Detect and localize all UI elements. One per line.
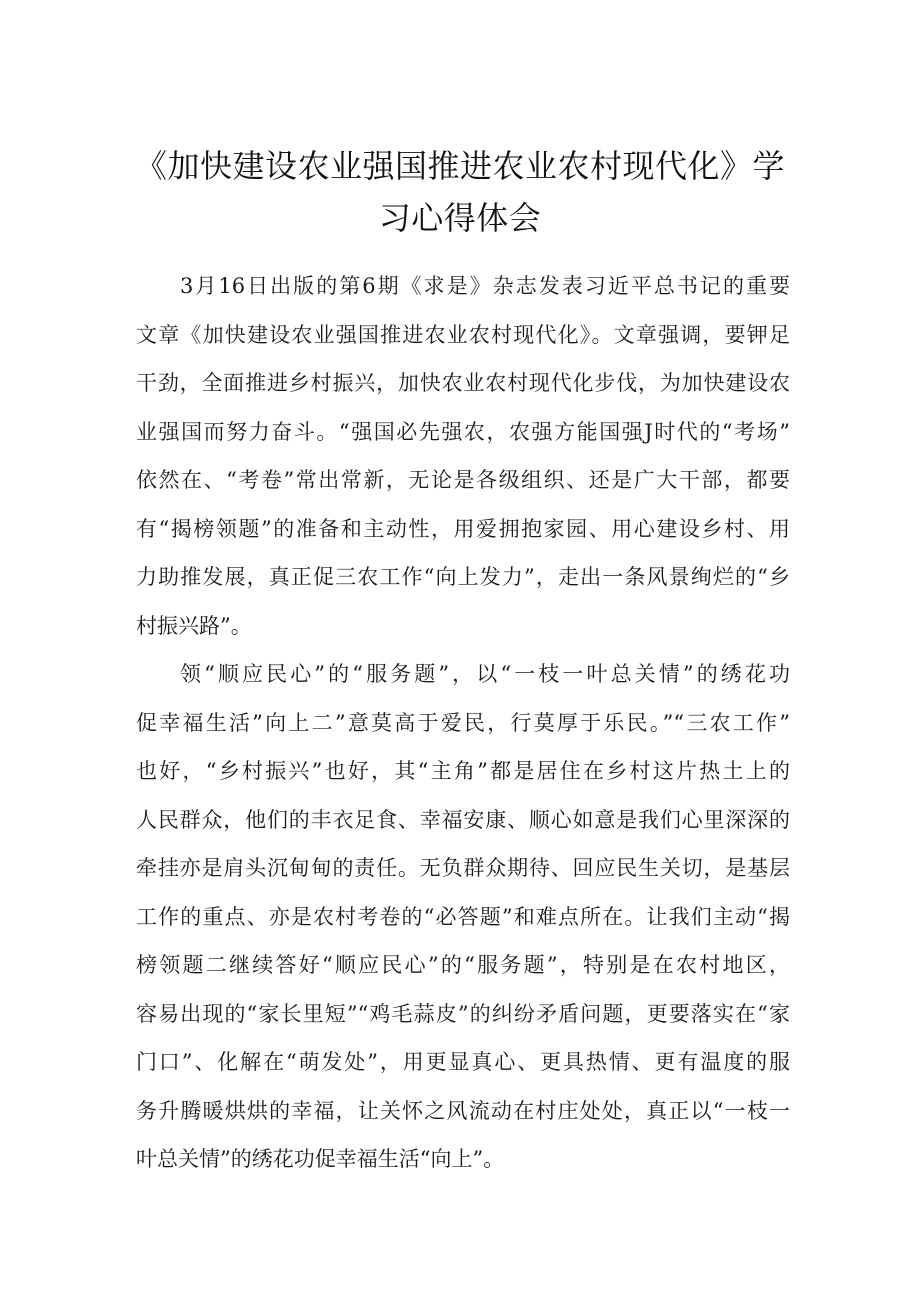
paragraph-line: 领“顺应民心”的“服务题”，以“一枝一叶总关情”的绣花功 <box>180 662 790 686</box>
paragraph-2 <box>136 650 790 1184</box>
paragraph-line: 工作的重点、亦是农村考卷的“必答题”和难点所在。让我们主动“揭 <box>136 904 790 929</box>
paragraph-line: 榜领题二继续答好“顺应民心”的“服务题”，特别是在农村地区， <box>136 953 790 977</box>
paragraph-line: 门口”、化解在“萌发处”，用更显真心、更具热情、更有温度的服 <box>136 1050 790 1074</box>
paragraph-line: 人民群众，他们的丰衣足食、幸福安康、顺心如意是我们心里深深的 <box>136 807 790 832</box>
paragraph-line: 叶总关情”的绣花功促幸福生活“向上”。 <box>136 1147 505 1171</box>
paragraph-line: 务升腾暖烘烘的幸福，让关怀之风流动在村庄处处，真正以“一枝一 <box>136 1098 790 1123</box>
paragraph-line: 力助推发展，真正促三农工作“向上发力”，走出一条风景绚烂的“乡 <box>136 565 790 589</box>
paragraph-line: 也好，“乡村振兴”也好，其“主角”都是居住在乡村这片热土上的 <box>136 759 790 783</box>
paragraph-line: 有“揭榜领题”的准备和主动性，用爱拥抱家园、用心建设乡村、用 <box>136 516 790 541</box>
paragraph-line: 促幸福生活”向上二”意莫高于爱民，行莫厚于乐民。”“三农工作” <box>136 710 790 735</box>
paragraph-line: 牵挂亦是肩头沉甸甸的责任。无负群众期待、回应民生关切，是基层 <box>136 856 790 880</box>
paragraph-line: 文章《加快建设农业强国推进农业农村现代化》。文章强调，要钾足 <box>136 322 790 347</box>
title-line-2: 习心得体会 <box>378 199 542 237</box>
document-title <box>130 140 790 244</box>
paragraph-line: 3月16日出版的第6期《求是》杂志发表习近平总书记的重要 <box>180 274 790 298</box>
paragraph-line: 业强国而努力奋斗。“强国必先强农，农强方能国强J时代的“考场” <box>136 419 790 444</box>
paragraph-line: 容易出现的“家长里短”“鸡毛蒜皮”的纠纷矛盾问题，更要落实在“家 <box>136 1001 790 1026</box>
title-line-1: 《加快建设农业强国推进农业农村现代化》学 <box>134 147 785 185</box>
paragraph-line: 干劲，全面推进乡村振兴，加快农业农村现代化步伐，为加快建设农 <box>136 371 790 395</box>
paragraph-1 <box>136 262 790 650</box>
paragraph-line: 依然在、“考卷”常出常新，无论是各级组织、还是广大干部，都要 <box>136 468 790 492</box>
paragraph-line: 村振兴路”。 <box>136 613 252 638</box>
document-body <box>136 262 790 1184</box>
